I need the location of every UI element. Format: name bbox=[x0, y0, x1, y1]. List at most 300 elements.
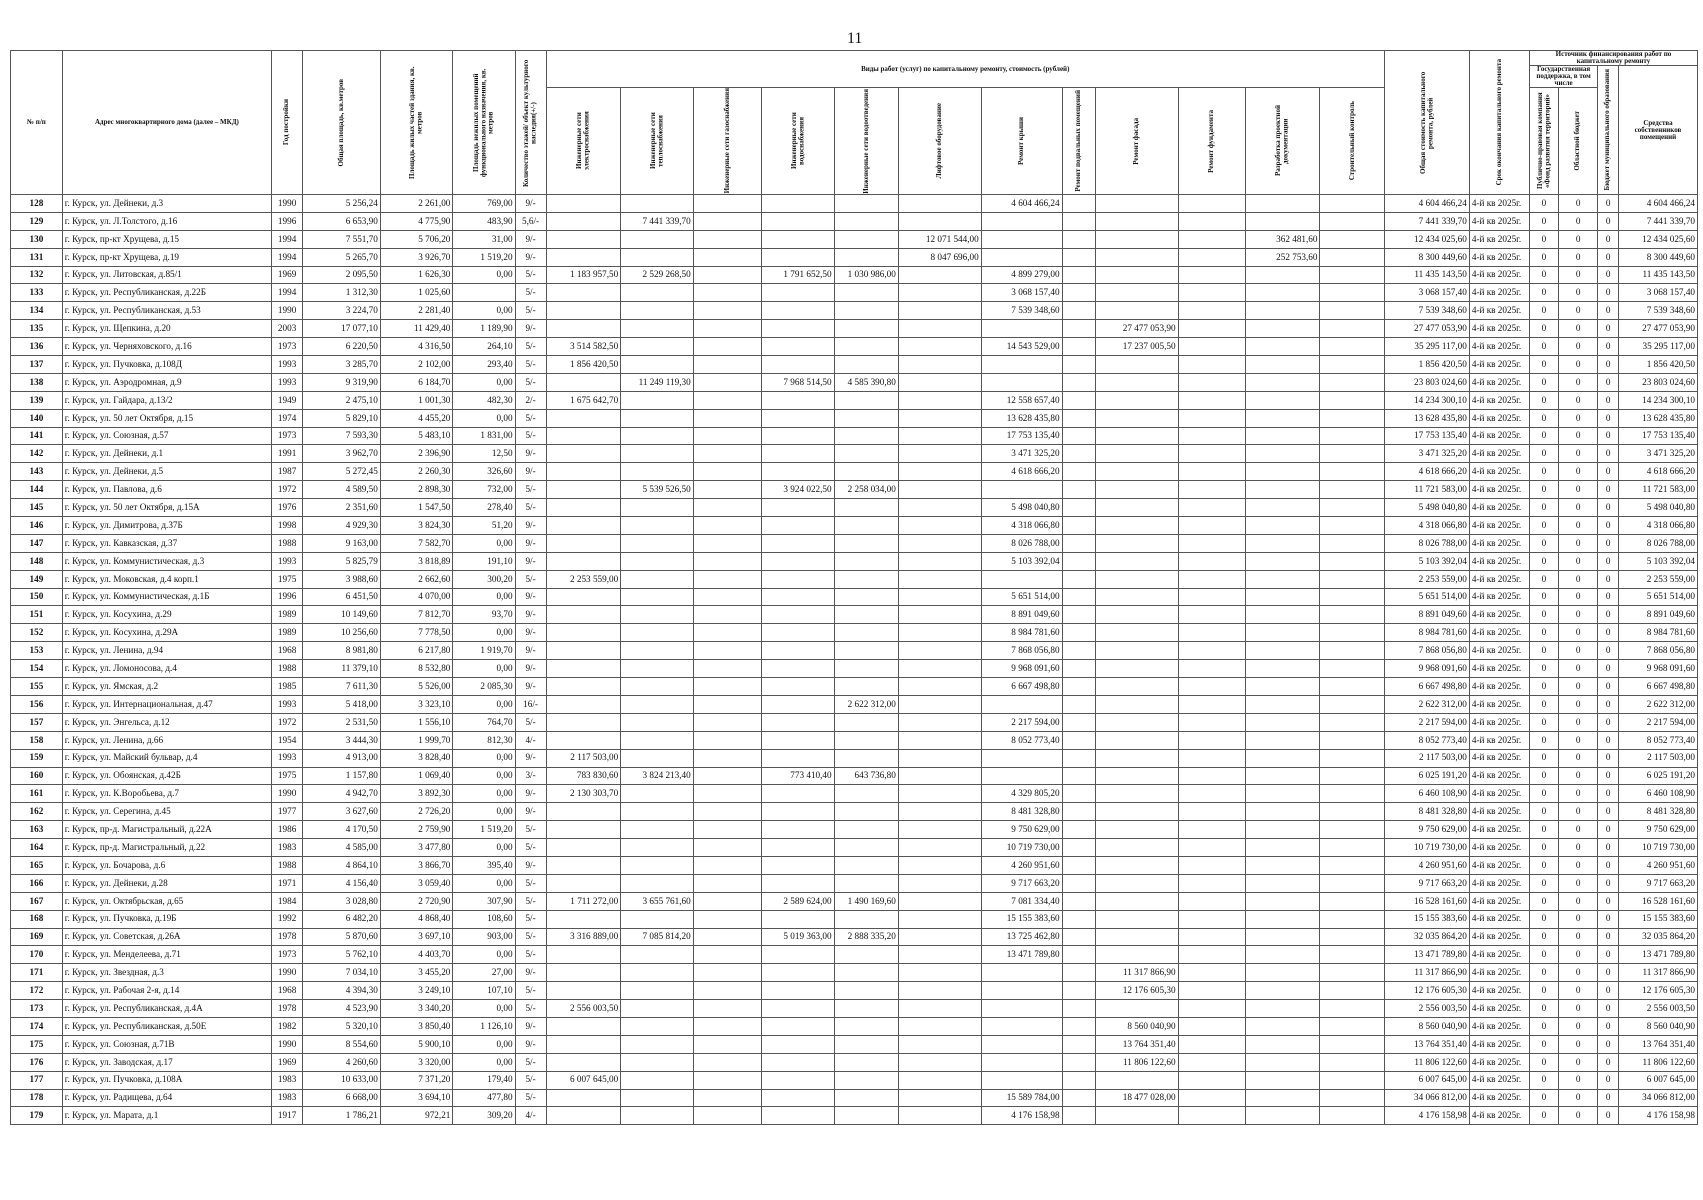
row-design-cost bbox=[1245, 713, 1320, 731]
row-municipal-budget: 0 bbox=[1598, 1107, 1619, 1125]
row-total-cost: 5 498 040,80 bbox=[1384, 499, 1469, 517]
row-oblast-budget: 0 bbox=[1558, 356, 1597, 374]
row-deadline: 4-й кв 2025г. bbox=[1469, 695, 1529, 713]
header-total: Общая стоимость капитального ремонта, рублей bbox=[1418, 71, 1434, 174]
row-living-area: 3 697,10 bbox=[380, 928, 453, 946]
row-address: г. Курск, ул. 50 лет Октября, д.15А bbox=[62, 499, 271, 517]
row-sewer-cost bbox=[834, 821, 898, 839]
row-water-cost bbox=[762, 731, 835, 749]
header-lift: Лифтовое оборудование bbox=[935, 103, 944, 179]
row-lift-cost bbox=[898, 606, 981, 624]
row-gas-cost bbox=[693, 230, 761, 248]
row-heat-cost bbox=[621, 195, 694, 213]
row-year: 1978 bbox=[272, 1000, 303, 1018]
row-fund-public: 0 bbox=[1529, 266, 1558, 284]
row-living-area: 1 547,50 bbox=[380, 499, 453, 517]
row-facade-cost bbox=[1095, 749, 1178, 767]
row-sewer-cost bbox=[834, 1053, 898, 1071]
row-water-cost bbox=[762, 1107, 835, 1125]
row-deadline: 4-й кв 2025г. bbox=[1469, 391, 1529, 409]
row-control-cost bbox=[1320, 481, 1384, 499]
row-lift-cost bbox=[898, 1107, 981, 1125]
row-foundation-cost bbox=[1178, 427, 1245, 445]
row-address: г. Курск, ул. Пучковка, д.19Б bbox=[62, 910, 271, 928]
header-year: Год постройки bbox=[282, 99, 291, 146]
row-basement-cost bbox=[1062, 463, 1095, 481]
row-total-cost: 3 068 157,40 bbox=[1384, 284, 1469, 302]
row-basement-cost bbox=[1062, 391, 1095, 409]
row-lift-cost bbox=[898, 284, 981, 302]
row-municipal-budget: 0 bbox=[1598, 910, 1619, 928]
row-deadline: 4-й кв 2025г. bbox=[1469, 266, 1529, 284]
row-number: 141 bbox=[11, 427, 63, 445]
row-year: 1917 bbox=[272, 1107, 303, 1125]
row-control-cost bbox=[1320, 767, 1384, 785]
row-basement-cost bbox=[1062, 749, 1095, 767]
row-heat-cost bbox=[621, 427, 694, 445]
row-total-area: 3 028,80 bbox=[303, 892, 381, 910]
header-state-support: Государственная поддержка, в том числе bbox=[1529, 66, 1597, 88]
row-basement-cost bbox=[1062, 928, 1095, 946]
row-oblast-budget: 0 bbox=[1558, 570, 1597, 588]
row-lift-cost: 8 047 696,00 bbox=[898, 248, 981, 266]
row-address: г. Курск, ул. Ленина, д.66 bbox=[62, 731, 271, 749]
row-lift-cost bbox=[898, 982, 981, 1000]
row-address: г. Курск, ул. Дейнеки, д.28 bbox=[62, 874, 271, 892]
row-deadline: 4-й кв 2025г. bbox=[1469, 821, 1529, 839]
row-municipal-budget: 0 bbox=[1598, 588, 1619, 606]
row-owners-funds: 8 026 788,00 bbox=[1619, 534, 1698, 552]
row-address: г. Курск, ул. Моковская, д.4 корп.1 bbox=[62, 570, 271, 588]
row-total-area: 4 929,30 bbox=[303, 517, 381, 535]
row-nonliving-area: 1 831,00 bbox=[453, 427, 515, 445]
row-number: 166 bbox=[11, 874, 63, 892]
row-water-cost bbox=[762, 588, 835, 606]
row-deadline: 4-й кв 2025г. bbox=[1469, 338, 1529, 356]
row-gas-cost bbox=[693, 1035, 761, 1053]
row-year: 1972 bbox=[272, 713, 303, 731]
row-lift-cost bbox=[898, 713, 981, 731]
row-lift-cost bbox=[898, 266, 981, 284]
row-lift-cost bbox=[898, 749, 981, 767]
row-basement-cost bbox=[1062, 624, 1095, 642]
row-lift-cost bbox=[898, 320, 981, 338]
row-address: г. Курск, ул. Димитрова, д.37Б bbox=[62, 517, 271, 535]
row-sewer-cost bbox=[834, 195, 898, 213]
row-oblast-budget: 0 bbox=[1558, 660, 1597, 678]
row-facade-cost: 12 176 605,30 bbox=[1095, 982, 1178, 1000]
table-row bbox=[11, 570, 1698, 588]
row-heat-cost: 2 529 268,50 bbox=[621, 266, 694, 284]
table-row bbox=[11, 767, 1698, 785]
row-address: г. Курск, ул. Аэродромная, д.9 bbox=[62, 373, 271, 391]
row-control-cost bbox=[1320, 946, 1384, 964]
row-total-cost: 13 764 351,40 bbox=[1384, 1035, 1469, 1053]
row-roof-cost: 6 667 498,80 bbox=[981, 678, 1062, 696]
row-living-area: 1 069,40 bbox=[380, 767, 453, 785]
row-elec-cost bbox=[546, 803, 621, 821]
row-nonliving-area: 0,00 bbox=[453, 1000, 515, 1018]
row-total-area: 7 611,30 bbox=[303, 678, 381, 696]
row-gas-cost bbox=[693, 928, 761, 946]
row-gas-cost bbox=[693, 964, 761, 982]
row-sewer-cost bbox=[834, 713, 898, 731]
row-floors: 16/- bbox=[515, 695, 546, 713]
row-deadline: 4-й кв 2025г. bbox=[1469, 248, 1529, 266]
row-nonliving-area: 0,00 bbox=[453, 767, 515, 785]
row-living-area: 3 059,40 bbox=[380, 874, 453, 892]
row-total-cost: 4 176 158,98 bbox=[1384, 1107, 1469, 1125]
row-foundation-cost bbox=[1178, 821, 1245, 839]
row-gas-cost bbox=[693, 678, 761, 696]
row-municipal-budget: 0 bbox=[1598, 624, 1619, 642]
row-basement-cost bbox=[1062, 946, 1095, 964]
row-roof-cost: 4 318 066,80 bbox=[981, 517, 1062, 535]
row-total-area: 5 418,00 bbox=[303, 695, 381, 713]
row-oblast-budget: 0 bbox=[1558, 1035, 1597, 1053]
row-lift-cost bbox=[898, 409, 981, 427]
row-owners-funds: 5 103 392,04 bbox=[1619, 552, 1698, 570]
row-living-area: 2 726,20 bbox=[380, 803, 453, 821]
row-elec-cost bbox=[546, 195, 621, 213]
row-gas-cost bbox=[693, 642, 761, 660]
row-sewer-cost bbox=[834, 212, 898, 230]
row-roof-cost: 5 651 514,00 bbox=[981, 588, 1062, 606]
row-water-cost: 5 019 363,00 bbox=[762, 928, 835, 946]
row-basement-cost bbox=[1062, 302, 1095, 320]
row-sewer-cost bbox=[834, 839, 898, 857]
row-oblast-budget: 0 bbox=[1558, 534, 1597, 552]
row-total-cost: 2 117 503,00 bbox=[1384, 749, 1469, 767]
row-design-cost bbox=[1245, 356, 1320, 374]
row-total-area: 4 913,00 bbox=[303, 749, 381, 767]
row-gas-cost bbox=[693, 1000, 761, 1018]
row-heat-cost: 11 249 119,30 bbox=[621, 373, 694, 391]
row-total-area: 9 319,90 bbox=[303, 373, 381, 391]
row-foundation-cost bbox=[1178, 266, 1245, 284]
table-row bbox=[11, 1053, 1698, 1071]
row-nonliving-area: 51,20 bbox=[453, 517, 515, 535]
row-deadline: 4-й кв 2025г. bbox=[1469, 749, 1529, 767]
row-year: 1989 bbox=[272, 624, 303, 642]
header-municipal: Бюджет муниципального образования bbox=[1603, 69, 1612, 191]
row-control-cost bbox=[1320, 284, 1384, 302]
row-lift-cost bbox=[898, 767, 981, 785]
row-nonliving-area: 0,00 bbox=[453, 660, 515, 678]
row-facade-cost bbox=[1095, 284, 1178, 302]
row-elec-cost: 1 856 420,50 bbox=[546, 356, 621, 374]
row-address: г. Курск, ул. Л.Толстого, д.16 bbox=[62, 212, 271, 230]
row-design-cost bbox=[1245, 946, 1320, 964]
row-control-cost bbox=[1320, 964, 1384, 982]
row-fund-public: 0 bbox=[1529, 212, 1558, 230]
row-control-cost bbox=[1320, 678, 1384, 696]
row-water-cost bbox=[762, 195, 835, 213]
row-living-area: 1 025,60 bbox=[380, 284, 453, 302]
row-floors: 5/- bbox=[515, 713, 546, 731]
row-nonliving-area: 0,00 bbox=[453, 874, 515, 892]
row-sewer-cost bbox=[834, 230, 898, 248]
row-number: 162 bbox=[11, 803, 63, 821]
row-fund-public: 0 bbox=[1529, 1089, 1558, 1107]
row-total-cost: 11 721 583,00 bbox=[1384, 481, 1469, 499]
row-number: 148 bbox=[11, 552, 63, 570]
row-total-area: 1 312,30 bbox=[303, 284, 381, 302]
row-total-area: 2 351,60 bbox=[303, 499, 381, 517]
row-total-area: 8 554,60 bbox=[303, 1035, 381, 1053]
row-basement-cost bbox=[1062, 713, 1095, 731]
row-floors: 9/- bbox=[515, 320, 546, 338]
row-gas-cost bbox=[693, 517, 761, 535]
row-oblast-budget: 0 bbox=[1558, 517, 1597, 535]
row-heat-cost bbox=[621, 230, 694, 248]
row-basement-cost bbox=[1062, 195, 1095, 213]
row-oblast-budget: 0 bbox=[1558, 856, 1597, 874]
row-floors: 4/- bbox=[515, 1107, 546, 1125]
row-gas-cost bbox=[693, 552, 761, 570]
row-elec-cost bbox=[546, 1035, 621, 1053]
row-year: 1996 bbox=[272, 212, 303, 230]
row-design-cost bbox=[1245, 1071, 1320, 1089]
row-elec-cost bbox=[546, 910, 621, 928]
row-municipal-budget: 0 bbox=[1598, 803, 1619, 821]
row-lift-cost bbox=[898, 499, 981, 517]
row-number: 173 bbox=[11, 1000, 63, 1018]
row-basement-cost bbox=[1062, 338, 1095, 356]
row-nonliving-area: 191,10 bbox=[453, 552, 515, 570]
row-municipal-budget: 0 bbox=[1598, 570, 1619, 588]
row-water-cost bbox=[762, 839, 835, 857]
row-facade-cost bbox=[1095, 552, 1178, 570]
row-sewer-cost bbox=[834, 749, 898, 767]
table-row bbox=[11, 946, 1698, 964]
row-municipal-budget: 0 bbox=[1598, 302, 1619, 320]
row-facade-cost bbox=[1095, 248, 1178, 266]
row-foundation-cost bbox=[1178, 803, 1245, 821]
row-fund-public: 0 bbox=[1529, 445, 1558, 463]
header-deadline: Срок окончания капитального ремонта bbox=[1494, 59, 1503, 186]
table-row bbox=[11, 302, 1698, 320]
row-control-cost bbox=[1320, 982, 1384, 1000]
header-gas: Инженерные сети газоснабжения bbox=[722, 88, 731, 194]
row-nonliving-area: 93,70 bbox=[453, 606, 515, 624]
row-number: 153 bbox=[11, 642, 63, 660]
row-lift-cost bbox=[898, 839, 981, 857]
row-year: 1978 bbox=[272, 928, 303, 946]
row-nonliving-area: 1 189,90 bbox=[453, 320, 515, 338]
row-floors: 9/- bbox=[515, 660, 546, 678]
row-water-cost bbox=[762, 1000, 835, 1018]
row-address: г. Курск, ул. Литовская, д.85/1 bbox=[62, 266, 271, 284]
row-lift-cost bbox=[898, 785, 981, 803]
row-living-area: 1 001,30 bbox=[380, 391, 453, 409]
row-total-cost: 13 471 789,80 bbox=[1384, 946, 1469, 964]
row-oblast-budget: 0 bbox=[1558, 821, 1597, 839]
row-living-area: 3 828,40 bbox=[380, 749, 453, 767]
row-municipal-budget: 0 bbox=[1598, 642, 1619, 660]
row-control-cost bbox=[1320, 320, 1384, 338]
row-floors: 9/- bbox=[515, 230, 546, 248]
row-total-cost: 8 052 773,40 bbox=[1384, 731, 1469, 749]
row-fund-public: 0 bbox=[1529, 982, 1558, 1000]
row-heat-cost bbox=[621, 517, 694, 535]
row-lift-cost bbox=[898, 1000, 981, 1018]
row-floors: 5/- bbox=[515, 1071, 546, 1089]
row-nonliving-area: 0,00 bbox=[453, 588, 515, 606]
row-facade-cost bbox=[1095, 409, 1178, 427]
row-nonliving-area: 107,10 bbox=[453, 982, 515, 1000]
row-oblast-budget: 0 bbox=[1558, 212, 1597, 230]
row-number: 168 bbox=[11, 910, 63, 928]
row-year: 1998 bbox=[272, 517, 303, 535]
row-owners-funds: 1 856 420,50 bbox=[1619, 356, 1698, 374]
row-total-cost: 16 528 161,60 bbox=[1384, 892, 1469, 910]
row-facade-cost bbox=[1095, 695, 1178, 713]
table-header bbox=[11, 51, 1698, 195]
row-deadline: 4-й кв 2025г. bbox=[1469, 1053, 1529, 1071]
row-floors: 5/- bbox=[515, 946, 546, 964]
row-address: г. Курск, ул. Республиканская, д.22Б bbox=[62, 284, 271, 302]
table-row bbox=[11, 373, 1698, 391]
row-fund-public: 0 bbox=[1529, 695, 1558, 713]
row-facade-cost bbox=[1095, 356, 1178, 374]
row-address: г. Курск, ул. Дейнеки, д.1 bbox=[62, 445, 271, 463]
header-foundation: Ремонт фундамента bbox=[1207, 109, 1216, 173]
row-foundation-cost bbox=[1178, 463, 1245, 481]
row-basement-cost bbox=[1062, 839, 1095, 857]
row-address: г. Курск, ул. Марата, д.1 bbox=[62, 1107, 271, 1125]
row-total-cost: 15 155 383,60 bbox=[1384, 910, 1469, 928]
row-control-cost bbox=[1320, 1035, 1384, 1053]
row-deadline: 4-й кв 2025г. bbox=[1469, 552, 1529, 570]
table-row bbox=[11, 230, 1698, 248]
row-heat-cost: 7 441 339,70 bbox=[621, 212, 694, 230]
row-nonliving-area: 27,00 bbox=[453, 964, 515, 982]
row-total-area: 1 786,21 bbox=[303, 1107, 381, 1125]
row-living-area: 2 261,00 bbox=[380, 195, 453, 213]
row-year: 1968 bbox=[272, 982, 303, 1000]
row-foundation-cost bbox=[1178, 212, 1245, 230]
row-sewer-cost bbox=[834, 338, 898, 356]
row-sewer-cost bbox=[834, 570, 898, 588]
row-elec-cost bbox=[546, 642, 621, 660]
row-elec-cost bbox=[546, 427, 621, 445]
row-control-cost bbox=[1320, 642, 1384, 660]
row-foundation-cost bbox=[1178, 570, 1245, 588]
table-row bbox=[11, 212, 1698, 230]
row-heat-cost bbox=[621, 499, 694, 517]
row-deadline: 4-й кв 2025г. bbox=[1469, 195, 1529, 213]
row-facade-cost bbox=[1095, 803, 1178, 821]
row-total-area: 2 531,50 bbox=[303, 713, 381, 731]
row-foundation-cost bbox=[1178, 964, 1245, 982]
header-address: Адрес многоквартирного дома (далее – МКД) bbox=[62, 51, 271, 195]
row-heat-cost bbox=[621, 391, 694, 409]
row-deadline: 4-й кв 2025г. bbox=[1469, 767, 1529, 785]
row-year: 1973 bbox=[272, 338, 303, 356]
row-fund-public: 0 bbox=[1529, 910, 1558, 928]
row-municipal-budget: 0 bbox=[1598, 499, 1619, 517]
row-municipal-budget: 0 bbox=[1598, 839, 1619, 857]
table-row bbox=[11, 534, 1698, 552]
row-total-cost: 27 477 053,90 bbox=[1384, 320, 1469, 338]
row-deadline: 4-й кв 2025г. bbox=[1469, 373, 1529, 391]
row-heat-cost bbox=[621, 964, 694, 982]
row-nonliving-area: 0,00 bbox=[453, 534, 515, 552]
row-nonliving-area: 1 126,10 bbox=[453, 1017, 515, 1035]
table-row bbox=[11, 427, 1698, 445]
row-lift-cost bbox=[898, 1017, 981, 1035]
row-total-area: 17 077,10 bbox=[303, 320, 381, 338]
row-nonliving-area bbox=[453, 284, 515, 302]
row-facade-cost bbox=[1095, 373, 1178, 391]
row-total-cost: 7 868 056,80 bbox=[1384, 642, 1469, 660]
row-elec-cost bbox=[546, 874, 621, 892]
row-number: 136 bbox=[11, 338, 63, 356]
row-gas-cost bbox=[693, 570, 761, 588]
row-water-cost bbox=[762, 821, 835, 839]
row-gas-cost bbox=[693, 266, 761, 284]
row-year: 1949 bbox=[272, 391, 303, 409]
row-total-area: 5 825,79 bbox=[303, 552, 381, 570]
table-row bbox=[11, 463, 1698, 481]
row-sewer-cost: 2 258 034,00 bbox=[834, 481, 898, 499]
row-number: 159 bbox=[11, 749, 63, 767]
row-sewer-cost bbox=[834, 910, 898, 928]
row-deadline: 4-й кв 2025г. bbox=[1469, 606, 1529, 624]
row-address: г. Курск, ул. Черняховского, д.16 bbox=[62, 338, 271, 356]
row-foundation-cost bbox=[1178, 1071, 1245, 1089]
row-oblast-budget: 0 bbox=[1558, 1000, 1597, 1018]
row-basement-cost bbox=[1062, 248, 1095, 266]
row-gas-cost bbox=[693, 338, 761, 356]
row-deadline: 4-й кв 2025г. bbox=[1469, 499, 1529, 517]
row-address: г. Курск, ул. Республиканская, д.50Е bbox=[62, 1017, 271, 1035]
header-works-group: Виды работ (услуг) по капитальному ремонту, стоимость (рублей) bbox=[546, 51, 1384, 88]
row-total-cost: 3 471 325,20 bbox=[1384, 445, 1469, 463]
row-roof-cost: 4 899 279,00 bbox=[981, 266, 1062, 284]
table-row bbox=[11, 1017, 1698, 1035]
row-water-cost bbox=[762, 499, 835, 517]
row-design-cost bbox=[1245, 695, 1320, 713]
row-roof-cost bbox=[981, 1035, 1062, 1053]
row-nonliving-area: 395,40 bbox=[453, 856, 515, 874]
row-year: 1983 bbox=[272, 1071, 303, 1089]
row-deadline: 4-й кв 2025г. bbox=[1469, 320, 1529, 338]
row-basement-cost bbox=[1062, 910, 1095, 928]
row-total-area: 4 864,10 bbox=[303, 856, 381, 874]
row-oblast-budget: 0 bbox=[1558, 892, 1597, 910]
row-address: г. Курск, пр-д. Магистральный, д.22 bbox=[62, 839, 271, 857]
row-year: 1992 bbox=[272, 910, 303, 928]
row-foundation-cost bbox=[1178, 606, 1245, 624]
row-deadline: 4-й кв 2025г. bbox=[1469, 230, 1529, 248]
row-total-cost: 5 651 514,00 bbox=[1384, 588, 1469, 606]
row-elec-cost: 3 316 889,00 bbox=[546, 928, 621, 946]
row-floors: 5/- bbox=[515, 839, 546, 857]
row-lift-cost bbox=[898, 874, 981, 892]
row-elec-cost bbox=[546, 624, 621, 642]
row-water-cost bbox=[762, 606, 835, 624]
row-municipal-budget: 0 bbox=[1598, 695, 1619, 713]
row-oblast-budget: 0 bbox=[1558, 445, 1597, 463]
row-address: г. Курск, пр-кт Хрущева, д.15 bbox=[62, 230, 271, 248]
row-sewer-cost: 643 736,80 bbox=[834, 767, 898, 785]
row-control-cost bbox=[1320, 391, 1384, 409]
row-municipal-budget: 0 bbox=[1598, 678, 1619, 696]
row-lift-cost bbox=[898, 856, 981, 874]
row-municipal-budget: 0 bbox=[1598, 212, 1619, 230]
